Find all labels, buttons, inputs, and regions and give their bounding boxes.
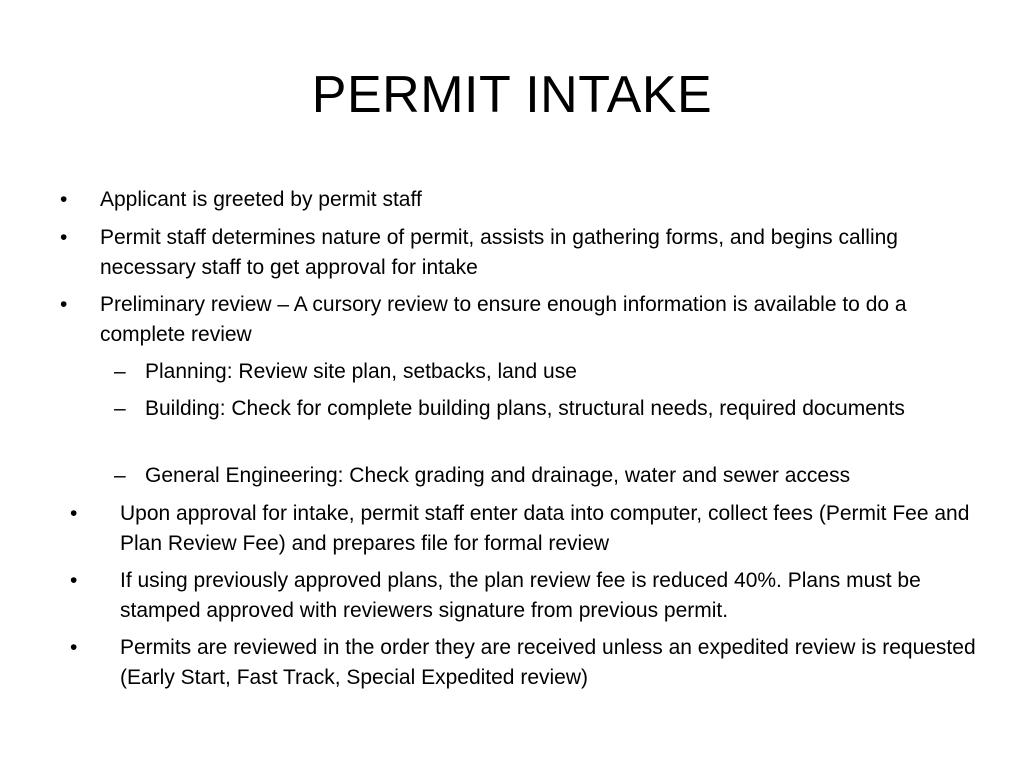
bullet-marker: • <box>70 636 78 659</box>
sub-bullet-text: General Engineering: Check grading and drainage, water and sewer access <box>145 464 851 487</box>
dash-marker: – <box>114 464 126 487</box>
bullet-marker: • <box>70 502 78 525</box>
bullet-marker: • <box>60 226 68 249</box>
bullet-text: Preliminary review – A cursory review to ensure enough information is available to do a complete review <box>100 293 907 346</box>
bullet-text: Upon approval for intake, permit staff enter data into computer, collect fees (Permit Fee and Plan Review Fee) and prepares file for formal review <box>120 502 970 555</box>
bullet-marker: • <box>60 188 68 211</box>
dash-marker: – <box>114 397 126 420</box>
sub-bullet-text: Planning: Review site plan, setbacks, land use <box>145 360 577 383</box>
bullet-text: Permits are reviewed in the order they are received unless an expedited review is requested (Early Start, Fast Track, Special Expedited review) <box>120 636 976 689</box>
bullet-marker: • <box>60 293 68 316</box>
slide-title: PERMIT INTAKE <box>311 66 713 124</box>
sub-bullet-text: Building: Check for complete building plans, structural needs, required documents <box>145 397 905 420</box>
bullet-text: Permit staff determines nature of permit, assists in gathering forms, and begins calling necessary staff to get approval for intake <box>100 226 898 279</box>
bullet-text: If using previously approved plans, the plan review fee is reduced 40%. Plans must be stamped approved with reviewers signature from previous permit. <box>120 569 921 622</box>
dash-marker: – <box>114 360 126 383</box>
bullet-text: Applicant is greeted by permit staff <box>100 188 422 211</box>
bullet-marker: • <box>70 569 78 592</box>
